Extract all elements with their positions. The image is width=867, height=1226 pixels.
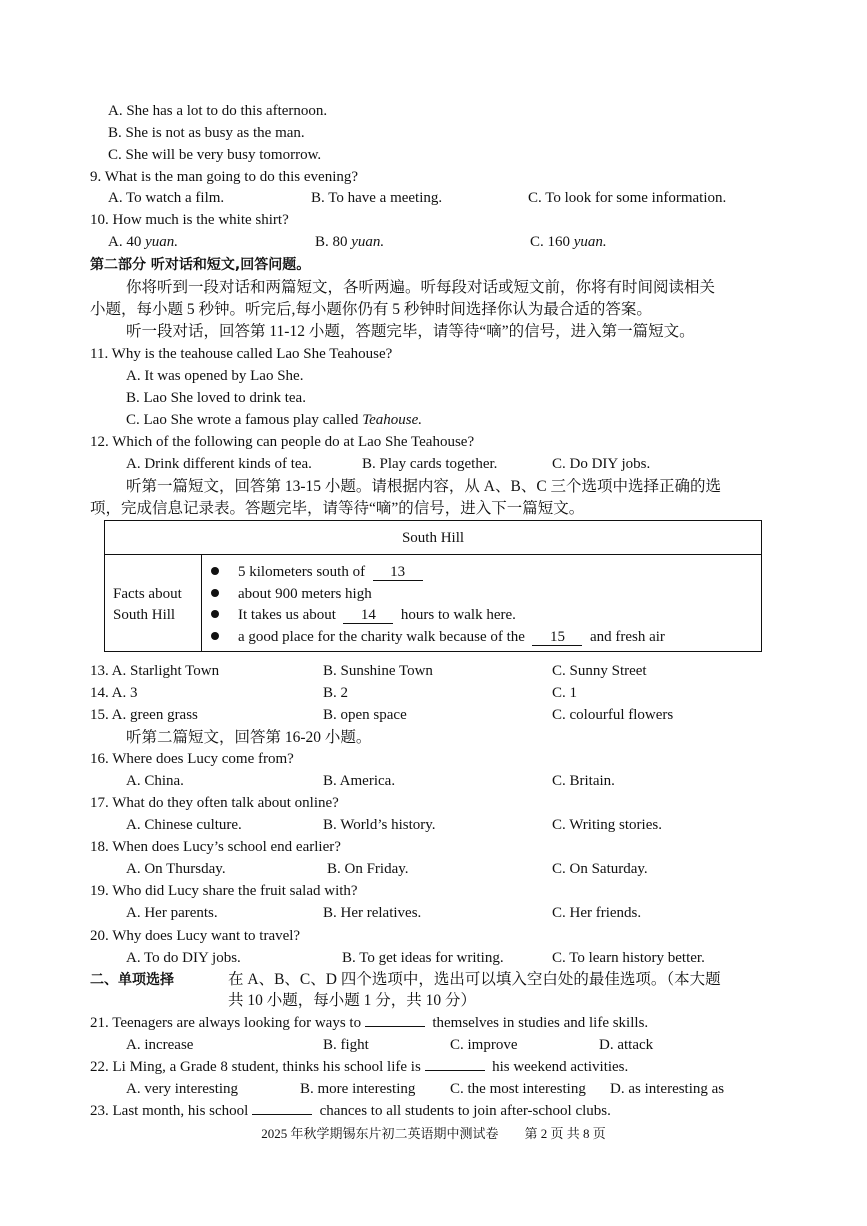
passage2-instruction: 听第二篇短文，回答第 16-20 小题。 xyxy=(126,729,372,746)
q21-stem: 21. Teenagers are always looking for ways to themselves in studies and life skills. xyxy=(90,1015,649,1031)
q14-option-b: B. 2 xyxy=(323,685,349,701)
fact-3: It takes us about 14 hours to walk here. xyxy=(238,607,516,623)
q19-option-a: A. Her parents. xyxy=(126,905,218,921)
q16-stem: 16. Where does Lucy come from? xyxy=(90,751,294,767)
q22-option-a: A. very interesting xyxy=(126,1081,239,1097)
part2-instruction-1: 你将听到一段对话和两篇短文，各听两遍。听每段对话或短文前，你将有时间阅读相关 xyxy=(126,279,716,296)
q13-option-c: C. Sunny Street xyxy=(552,663,647,679)
q10-stem: 10. How much is the white shirt? xyxy=(90,212,289,228)
q16-option-b: B. America. xyxy=(323,773,396,789)
q8-option-c: C. She will be very busy tomorrow. xyxy=(108,147,322,163)
q8-option-b: B. She is not as busy as the man. xyxy=(108,125,305,141)
q16-option-a: A. China. xyxy=(126,773,184,789)
q13-option-a: 13. A. Starlight Town xyxy=(90,663,220,679)
table-header-row xyxy=(105,521,761,555)
q21-option-d: D. attack xyxy=(599,1037,654,1053)
section2-title: 二、单项选择 xyxy=(90,972,174,988)
q9-stem: 9. What is the man going to do this evening? xyxy=(90,169,359,185)
answer-blank-14: 14 xyxy=(343,607,393,624)
q23-stem: 23. Last month, his school chances to all students to join after-school clubs. xyxy=(90,1103,611,1119)
part2-instruction-3: 听一段对话，回答第 11-12 小题，答题完毕，请等待“嘀”的信号，进入第一篇短文。 xyxy=(126,323,695,340)
q20-option-a: A. To do DIY jobs. xyxy=(126,950,241,966)
part2-instruction-2: 小题，每小题 5 秒钟。听完后,每小题你仍有 5 秒钟时间选择你认为最合适的答案。 xyxy=(90,301,652,318)
q12-option-c: C. Do DIY jobs. xyxy=(552,456,651,472)
q9-option-b: B. To have a meeting. xyxy=(311,190,443,206)
q11-option-b: B. Lao She loved to drink tea. xyxy=(126,390,306,406)
bullet-icon xyxy=(211,567,219,575)
q10-option-a: A. 40 yuan. xyxy=(108,234,179,250)
q20-stem: 20. Why does Lucy want to travel? xyxy=(90,928,301,944)
table-column-divider xyxy=(201,554,202,651)
q21-option-c: C. improve xyxy=(450,1037,518,1053)
q12-stem: 12. Which of the following can people do at Lao She Teahouse? xyxy=(90,434,475,450)
q21-option-b: B. fight xyxy=(323,1037,369,1053)
q11-option-a: A. It was opened by Lao She. xyxy=(126,368,304,384)
answer-blank xyxy=(252,1114,312,1115)
q22-stem: 22. Li Ming, a Grade 8 student, thinks his school life is his weekend activities. xyxy=(90,1059,629,1075)
q17-stem: 17. What do they often talk about online? xyxy=(90,795,339,811)
q15-option-a: 15. A. green grass xyxy=(90,707,198,723)
q19-option-c: C. Her friends. xyxy=(552,905,642,921)
fact-2: about 900 meters high xyxy=(238,586,372,602)
section2-instruction-1: 在 A、B、C、D 四个选项中，选出可以填入空白处的最佳选项。（本大题 xyxy=(228,971,721,988)
bullet-icon xyxy=(211,632,219,640)
q18-option-c: C. On Saturday. xyxy=(552,861,648,877)
info-record-table xyxy=(104,520,762,652)
q15-option-c: C. colourful flowers xyxy=(552,707,674,723)
answer-blank xyxy=(365,1026,425,1027)
bullet-icon xyxy=(211,589,219,597)
answer-blank xyxy=(425,1070,485,1071)
q10-option-c: C. 160 yuan. xyxy=(530,234,607,250)
q14-option-a: 14. A. 3 xyxy=(90,685,138,701)
q22-option-d: D. as interesting as xyxy=(610,1081,725,1097)
q19-option-b: B. Her relatives. xyxy=(323,905,422,921)
passage1-instruction-2: 项，完成信息记录表。答题完毕，请等待“嘀”的信号，进入下一篇短文。 xyxy=(90,500,585,517)
bullet-icon xyxy=(211,610,219,618)
q9-option-c: C. To look for some information. xyxy=(528,190,727,206)
q13-option-b: B. Sunshine Town xyxy=(323,663,433,679)
q15-option-b: B. open space xyxy=(323,707,407,723)
q21-option-a: A. increase xyxy=(126,1037,194,1053)
q17-option-a: A. Chinese culture. xyxy=(126,817,242,833)
q11-option-c: C. Lao She wrote a famous play called Teahouse. xyxy=(126,412,423,428)
fact-1: 5 kilometers south of 13 xyxy=(238,562,423,582)
q12-option-a: A. Drink different kinds of tea. xyxy=(126,456,312,472)
q11-stem: 11. Why is the teahouse called Lao She Teahouse? xyxy=(90,346,393,362)
q10-option-b: B. 80 yuan. xyxy=(315,234,385,250)
q17-option-b: B. World’s history. xyxy=(323,817,436,833)
passage1-instruction-1: 听第一篇短文，回答第 13-15 小题。请根据内容，从 A、B、C 三个选项中选择正确的选 xyxy=(126,478,722,495)
answer-blank-15: 15 xyxy=(532,629,582,646)
page-footer: 2025 年秋学期锡东片初二英语期中测试卷 第 2 页 共 8 页 xyxy=(261,1126,606,1141)
fact-4: a good place for the charity walk because of the 15 and fresh air xyxy=(238,629,665,645)
q16-option-c: C. Britain. xyxy=(552,773,615,789)
q19-stem: 19. Who did Lucy share the fruit salad with? xyxy=(90,883,358,899)
q22-option-b: B. more interesting xyxy=(300,1081,416,1097)
q18-stem: 18. When does Lucy’s school end earlier? xyxy=(90,839,341,855)
q17-option-c: C. Writing stories. xyxy=(552,817,662,833)
q8-option-a: A. She has a lot to do this afternoon. xyxy=(108,103,328,119)
table-label-line-2: South Hill xyxy=(113,607,176,623)
q12-option-b: B. Play cards together. xyxy=(362,456,498,472)
part2-title: 第二部分 听对话和短文,回答问题。 xyxy=(90,257,311,273)
section2-instruction-2: 共 10 小题，每小题 1 分，共 10 分） xyxy=(228,992,477,1009)
q22-option-c: C. the most interesting xyxy=(450,1081,586,1097)
q18-option-b: B. On Friday. xyxy=(327,861,409,877)
q20-option-b: B. To get ideas for writing. xyxy=(342,950,504,966)
table-header: South Hill xyxy=(401,530,465,546)
answer-blank-13: 13 xyxy=(373,564,423,581)
q18-option-a: A. On Thursday. xyxy=(126,861,226,877)
q14-option-c: C. 1 xyxy=(552,685,578,701)
q20-option-c: C. To learn history better. xyxy=(552,950,705,966)
table-label-line-1: Facts about xyxy=(113,586,182,602)
q9-option-a: A. To watch a film. xyxy=(108,190,225,206)
